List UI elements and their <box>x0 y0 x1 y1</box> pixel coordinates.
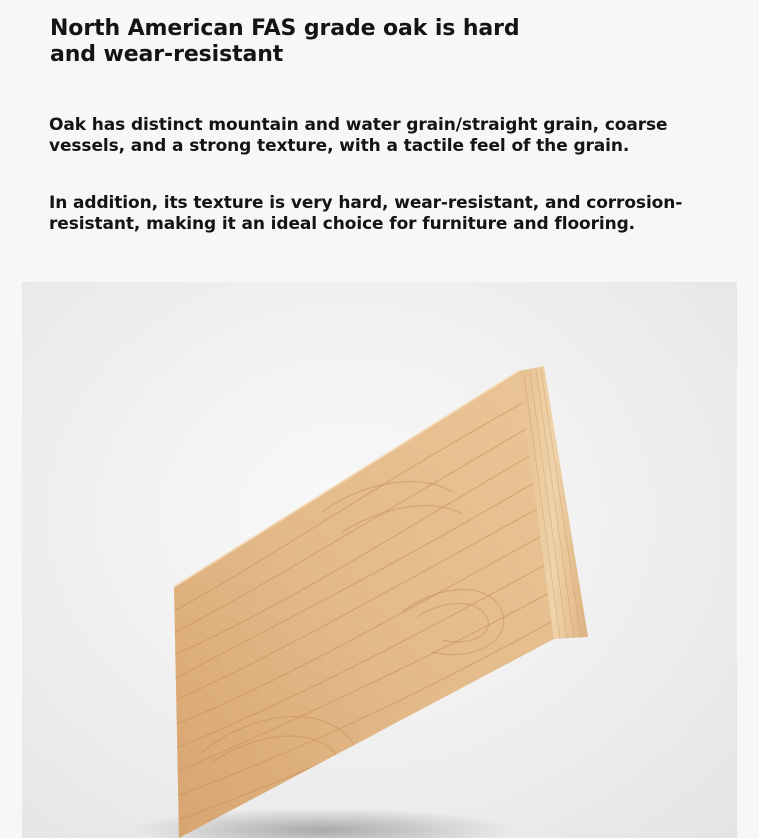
description-paragraph-durability: In addition, its texture is very hard, wear-resistant, and corrosion-resistant, making it an ideal choice for furniture and flooring. <box>49 193 683 234</box>
description-paragraph-grain: Oak has distinct mountain and water grain/straight grain, coarse vessels, and a strong texture, with a tactile feel of the grain. <box>49 115 668 156</box>
oak-board-illustration <box>22 282 737 838</box>
product-photo <box>22 282 737 838</box>
page-title: North American FAS grade oak is hard and wear-resistant <box>50 16 520 67</box>
